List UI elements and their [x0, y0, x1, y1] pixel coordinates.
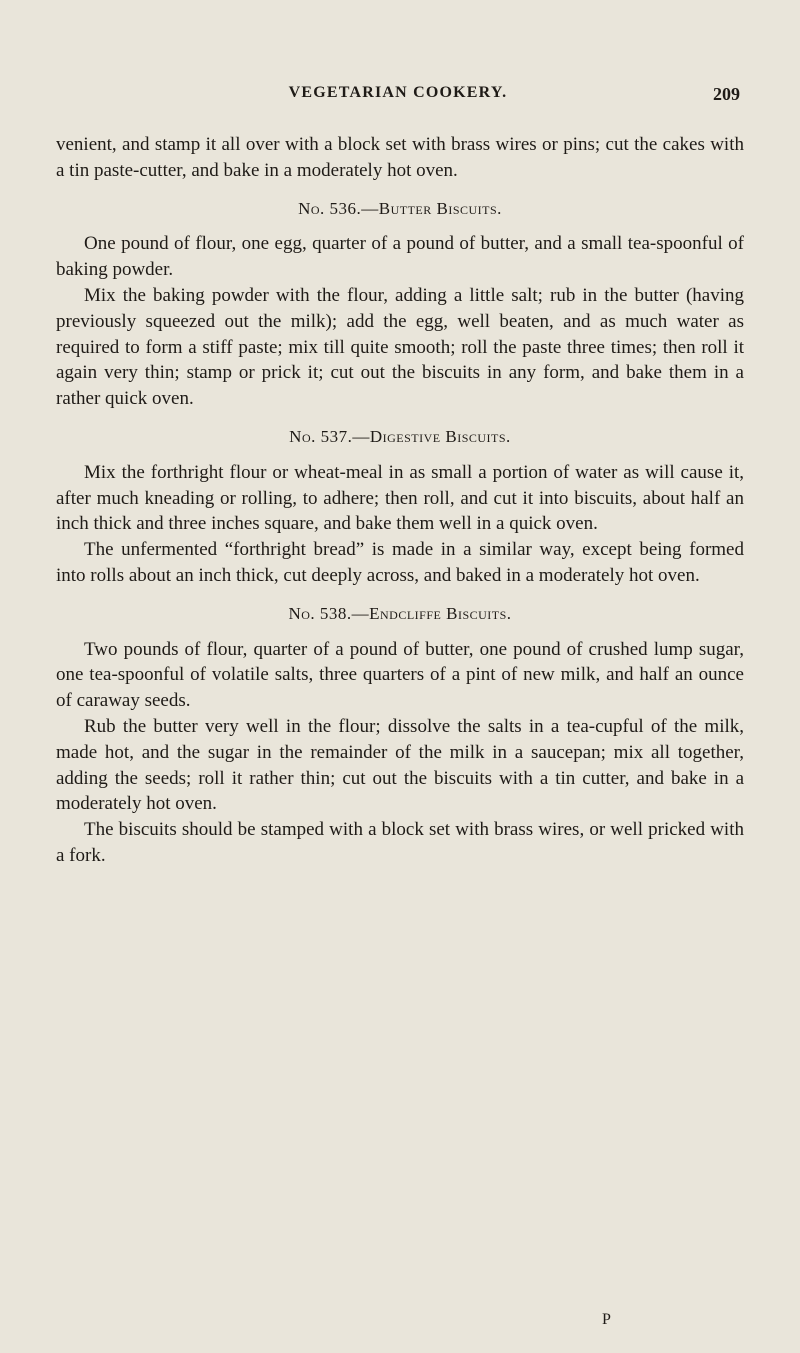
recipe-title: No. 536.—Butter Biscuits.: [298, 198, 502, 218]
recipe-paragraph: The biscuits should be stamped with a block set with brass wires, or well pricked with a fork.: [56, 819, 744, 866]
recipe-paragraph: Two pounds of flour, quarter of a pound of butter, one pound of crushed lump sugar, one tea-spoonful of volatile salts, three quarters of a pint of new milk, and half an ounce of caraway seeds.: [56, 638, 744, 712]
recipe-537: [56, 424, 744, 589]
recipe-536: [56, 196, 744, 412]
recipe-paragraph: Mix the forthright flour or wheat-meal in as small a portion of water as will cause it, after much kneading or rolling, to adhere; then roll, and cut it into biscuits, about half an inch thick and three inches square, and bake them well in a quick oven.: [56, 461, 744, 535]
signature-mark: P: [602, 1311, 611, 1328]
recipe-paragraph: Rub the butter very well in the flour; dissolve the salts in a tea-cupful of the milk, made hot, and the sugar in the remainder of the milk in a saucepan; mix all together, adding the seeds; roll it rather thin; cut out the biscuits with a tin cutter, and bake in a moderately hot oven.: [56, 715, 744, 815]
page-number: 209: [713, 84, 740, 104]
recipe-paragraph: Mix the baking powder with the flour, adding a little salt; rub in the butter (having previously squeezed out the milk); add the egg, well beaten, and as much water as required to form a stiff paste; mix till quite smooth; roll the paste three times; then roll it again very thin; stamp or prick it; cut out the biscuits in any form, and bake them in a rather quick oven.: [56, 284, 744, 410]
opening-paragraph: venient, and stamp it all over with a block set with brass wires or pins; cut the cakes with a tin paste-cutter, and bake in a moderately hot oven.: [56, 134, 744, 181]
running-head: VEGETARIAN COOKERY.: [288, 84, 508, 101]
recipe-538: [56, 601, 744, 869]
recipe-title: No. 537.—Digestive Biscuits.: [289, 426, 511, 446]
page-header: [56, 84, 740, 112]
recipe-paragraph: The unfermented “forthright bread” is made in a similar way, except being formed into rolls about an inch thick, cut deeply across, and baked in a moderately hot oven.: [56, 539, 744, 586]
recipe-title: No. 538.—Endcliffe Biscuits.: [288, 603, 512, 623]
page-content: [56, 132, 744, 869]
recipe-paragraph: One pound of flour, one egg, quarter of a pound of butter, and a small tea-spoonful of baking powder.: [56, 233, 744, 281]
